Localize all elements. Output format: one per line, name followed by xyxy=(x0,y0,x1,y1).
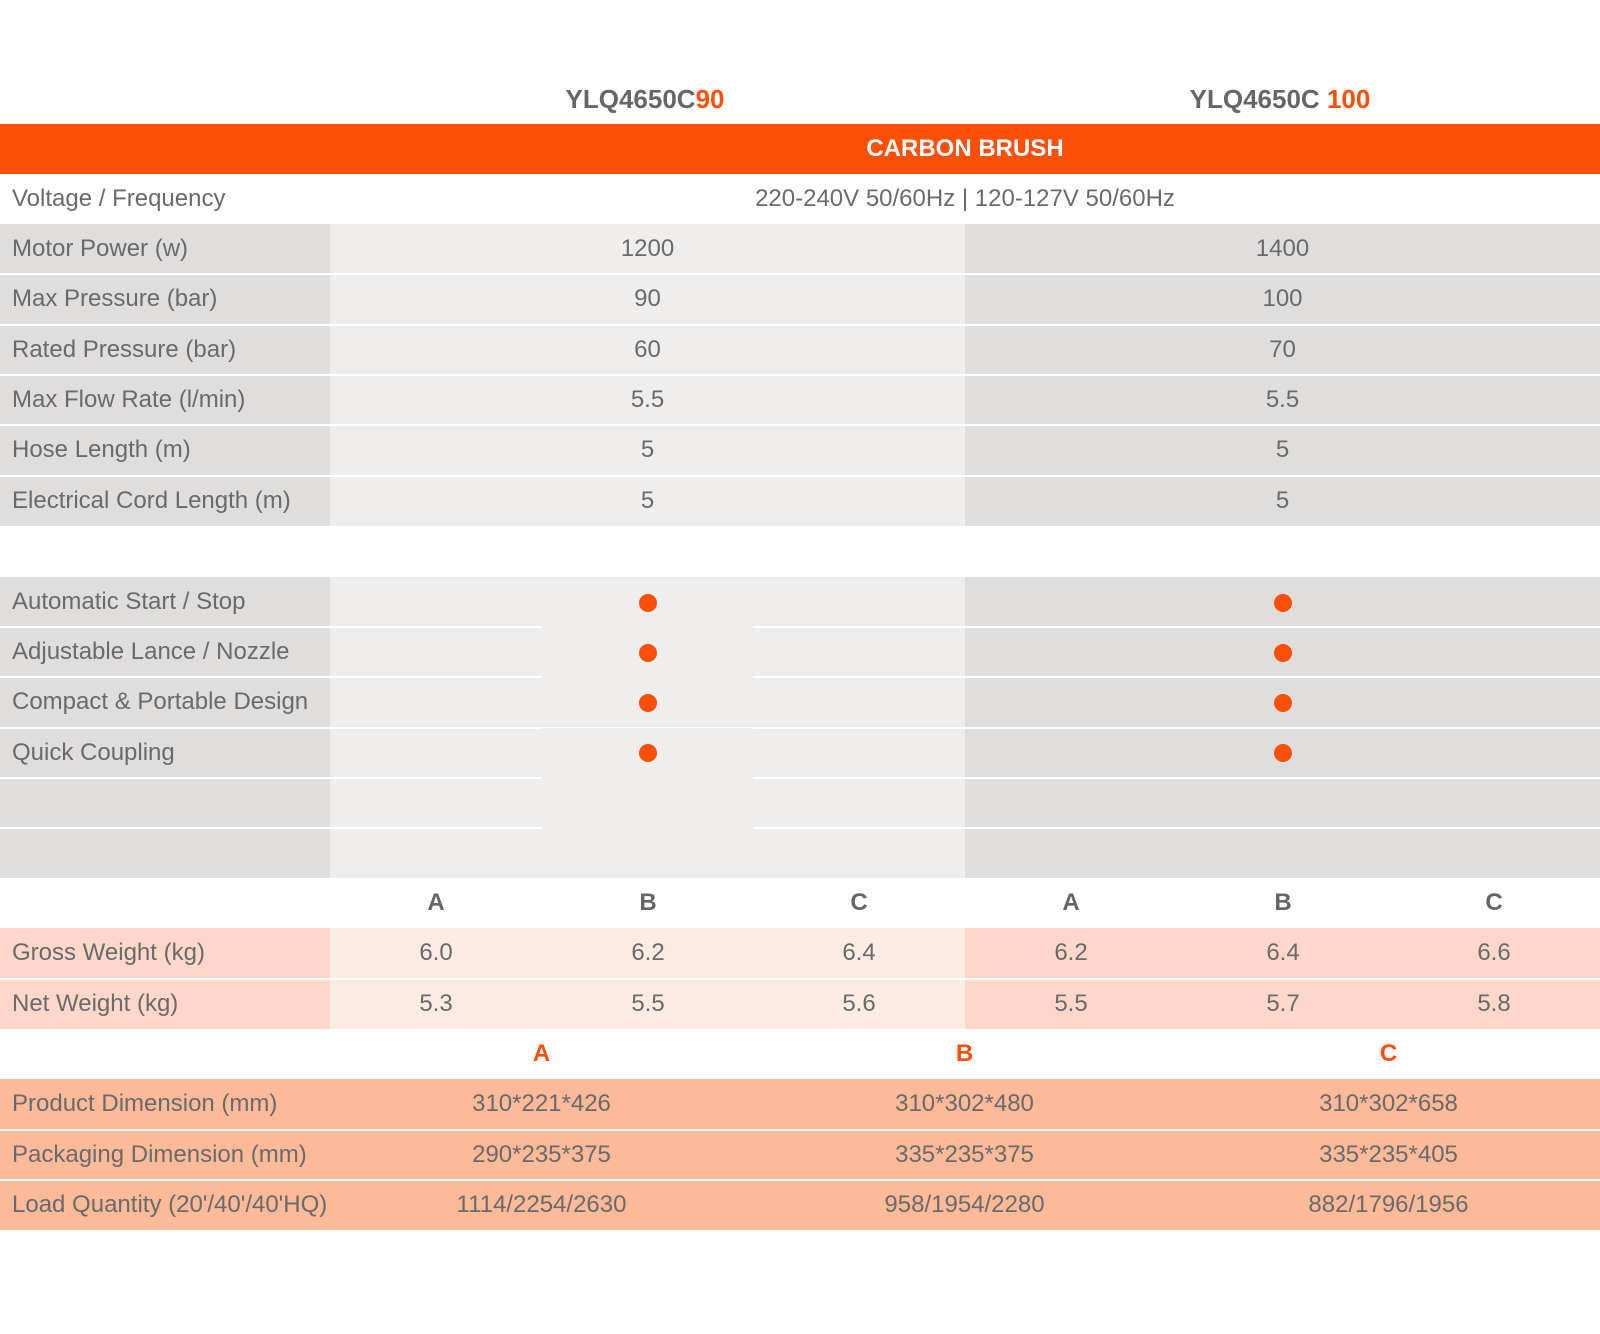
feature-label: Quick Coupling xyxy=(0,728,330,778)
weight-value: 5.3 xyxy=(419,989,453,1017)
row-divider xyxy=(0,424,1600,426)
weight-value: 6.0 xyxy=(419,939,453,966)
dimension-value: 310*221*426 xyxy=(472,1090,611,1117)
dimension-column-header: B xyxy=(955,1040,974,1067)
row-divider xyxy=(0,777,542,779)
weight-value: 5.8 xyxy=(1477,989,1511,1017)
spec-value-model-1: 5 xyxy=(330,476,965,526)
voltage-row xyxy=(0,174,1600,224)
dimension-label: Load Quantity (20'/40'/40'HQ) xyxy=(12,1191,328,1218)
model-1-suffix: 90 xyxy=(695,84,725,114)
row-divider xyxy=(0,1179,1600,1181)
feature-cell-model-2 xyxy=(965,828,1600,878)
dimension-value: 310*302*480 xyxy=(895,1090,1034,1117)
spec-label: Electrical Cord Length (m) xyxy=(0,476,330,526)
spec-value-model-2: 100 xyxy=(965,274,1600,324)
weight-value: 6.2 xyxy=(631,939,665,966)
weight-value: 5.5 xyxy=(1054,989,1088,1017)
dimension-row xyxy=(0,1079,1600,1129)
weight-value: 5.7 xyxy=(1266,989,1300,1017)
spec-label: Max Flow Rate (l/min) xyxy=(0,375,330,425)
voltage-label: Voltage / Frequency xyxy=(12,185,226,212)
weight-column-header: B xyxy=(1274,889,1292,916)
row-divider xyxy=(0,827,542,829)
included-dot-icon xyxy=(639,694,657,712)
feature-cell-model-2 xyxy=(965,728,1600,778)
spec-row xyxy=(0,224,1600,274)
included-dot-icon xyxy=(1274,694,1292,712)
row-divider xyxy=(0,475,1600,477)
row-divider xyxy=(0,727,542,729)
weight-value: 6.4 xyxy=(842,939,876,966)
weight-row xyxy=(0,928,1600,978)
spec-row xyxy=(0,425,1600,475)
weight-value: 6.2 xyxy=(1054,939,1088,966)
feature-row xyxy=(0,828,1600,878)
feature-cell-model-1 xyxy=(330,828,965,878)
feature-cell-model-1 xyxy=(330,677,965,727)
feature-label: Automatic Start / Stop xyxy=(0,577,330,627)
model-header-1 xyxy=(550,74,740,124)
row-divider xyxy=(0,1129,1600,1131)
feature-cell-model-1 xyxy=(330,627,965,677)
weight-column-header: C xyxy=(1485,889,1503,916)
feature-cell-model-2 xyxy=(965,677,1600,727)
dimension-value: 290*235*375 xyxy=(472,1140,611,1168)
dimension-column-header: A xyxy=(532,1040,551,1067)
dimension-value: 958/1954/2280 xyxy=(884,1191,1045,1218)
weight-header-row xyxy=(0,878,1600,928)
included-dot-icon xyxy=(1274,744,1292,762)
included-dot-icon xyxy=(639,594,657,612)
spec-value-model-1: 60 xyxy=(330,325,965,375)
dimension-row xyxy=(0,1130,1600,1180)
voltage-value: 220-240V 50/60Hz | 120-127V 50/60Hz xyxy=(755,185,1175,212)
model-2-prefix: YLQ4650C xyxy=(1189,84,1320,114)
dimension-value: 310*302*658 xyxy=(1319,1090,1458,1117)
spec-row xyxy=(0,274,1600,324)
feature-row xyxy=(0,677,1600,727)
row-divider xyxy=(753,827,1600,829)
spec-label: Max Pressure (bar) xyxy=(0,274,330,324)
row-divider xyxy=(753,676,1600,678)
feature-cell-model-2 xyxy=(965,627,1600,677)
feature-label xyxy=(0,828,330,878)
dimension-row xyxy=(0,1180,1600,1230)
dimension-header-row xyxy=(0,1029,1600,1079)
included-dot-icon xyxy=(1274,594,1292,612)
row-divider xyxy=(0,273,1600,275)
spec-value-model-2: 5 xyxy=(965,425,1600,475)
spec-value-model-1: 90 xyxy=(330,274,965,324)
model-2-suffix: 100 xyxy=(1326,84,1371,114)
spec-value-model-2: 5.5 xyxy=(965,375,1600,425)
spec-label: Motor Power (w) xyxy=(0,224,330,274)
dimension-value: 335*235*405 xyxy=(1319,1140,1458,1168)
row-divider xyxy=(753,626,1600,628)
row-divider xyxy=(0,626,542,628)
row-divider xyxy=(0,978,1600,980)
feature-label: Adjustable Lance / Nozzle xyxy=(0,627,330,677)
weight-value: 6.4 xyxy=(1266,939,1300,966)
spec-label: Rated Pressure (bar) xyxy=(0,325,330,375)
weight-column-header: A xyxy=(427,889,445,916)
spec-row xyxy=(0,325,1600,375)
weight-column-header: C xyxy=(850,889,868,916)
feature-row xyxy=(0,627,1600,677)
row-divider xyxy=(0,324,1600,326)
dimension-column-header: C xyxy=(1379,1040,1398,1067)
spec-label: Hose Length (m) xyxy=(0,425,330,475)
row-divider xyxy=(753,727,1600,729)
weight-column-header: B xyxy=(639,889,657,916)
dimension-value: 1114/2254/2630 xyxy=(456,1191,627,1218)
dimension-value: 882/1796/1956 xyxy=(1308,1191,1469,1218)
included-dot-icon xyxy=(639,744,657,762)
feature-label xyxy=(0,778,330,828)
dimension-value: 335*235*375 xyxy=(895,1140,1034,1168)
spec-value-model-1: 1200 xyxy=(330,224,965,274)
spec-value-model-2: 5 xyxy=(965,476,1600,526)
feature-cell-model-1 xyxy=(330,778,965,828)
spec-row xyxy=(0,476,1600,526)
row-divider xyxy=(753,777,1600,779)
spec-value-model-1: 5 xyxy=(330,425,965,475)
model-1-prefix: YLQ4650C xyxy=(565,84,696,114)
dimension-label: Packaging Dimension (mm) xyxy=(12,1140,307,1168)
feature-label: Compact & Portable Design xyxy=(0,677,330,727)
model-header-2 xyxy=(1175,74,1385,124)
feature-cell-model-2 xyxy=(965,577,1600,627)
spec-value-model-2: 1400 xyxy=(965,224,1600,274)
weight-row xyxy=(0,979,1600,1029)
row-divider xyxy=(0,676,542,678)
weight-value: 5.6 xyxy=(842,989,876,1017)
weight-column-header: A xyxy=(1062,889,1080,916)
spec-value-model-1: 5.5 xyxy=(330,375,965,425)
included-dot-icon xyxy=(1274,644,1292,662)
weight-value: 6.6 xyxy=(1477,939,1511,966)
section-title: CARBON BRUSH xyxy=(866,135,1064,162)
feature-cell-model-1 xyxy=(330,728,965,778)
feature-row xyxy=(0,728,1600,778)
weight-label: Gross Weight (kg) xyxy=(0,928,330,978)
feature-row xyxy=(0,577,1600,627)
feature-cell-model-1 xyxy=(330,577,965,627)
spec-value-model-2: 70 xyxy=(965,325,1600,375)
included-dot-icon xyxy=(639,644,657,662)
weight-label: Net Weight (kg) xyxy=(0,979,330,1029)
weight-value: 5.5 xyxy=(631,989,665,1017)
dimension-label: Product Dimension (mm) xyxy=(12,1090,278,1117)
feature-row xyxy=(0,778,1600,828)
row-divider xyxy=(0,374,1600,376)
spec-row xyxy=(0,375,1600,425)
feature-cell-model-2 xyxy=(965,778,1600,828)
section-banner xyxy=(0,124,1600,174)
